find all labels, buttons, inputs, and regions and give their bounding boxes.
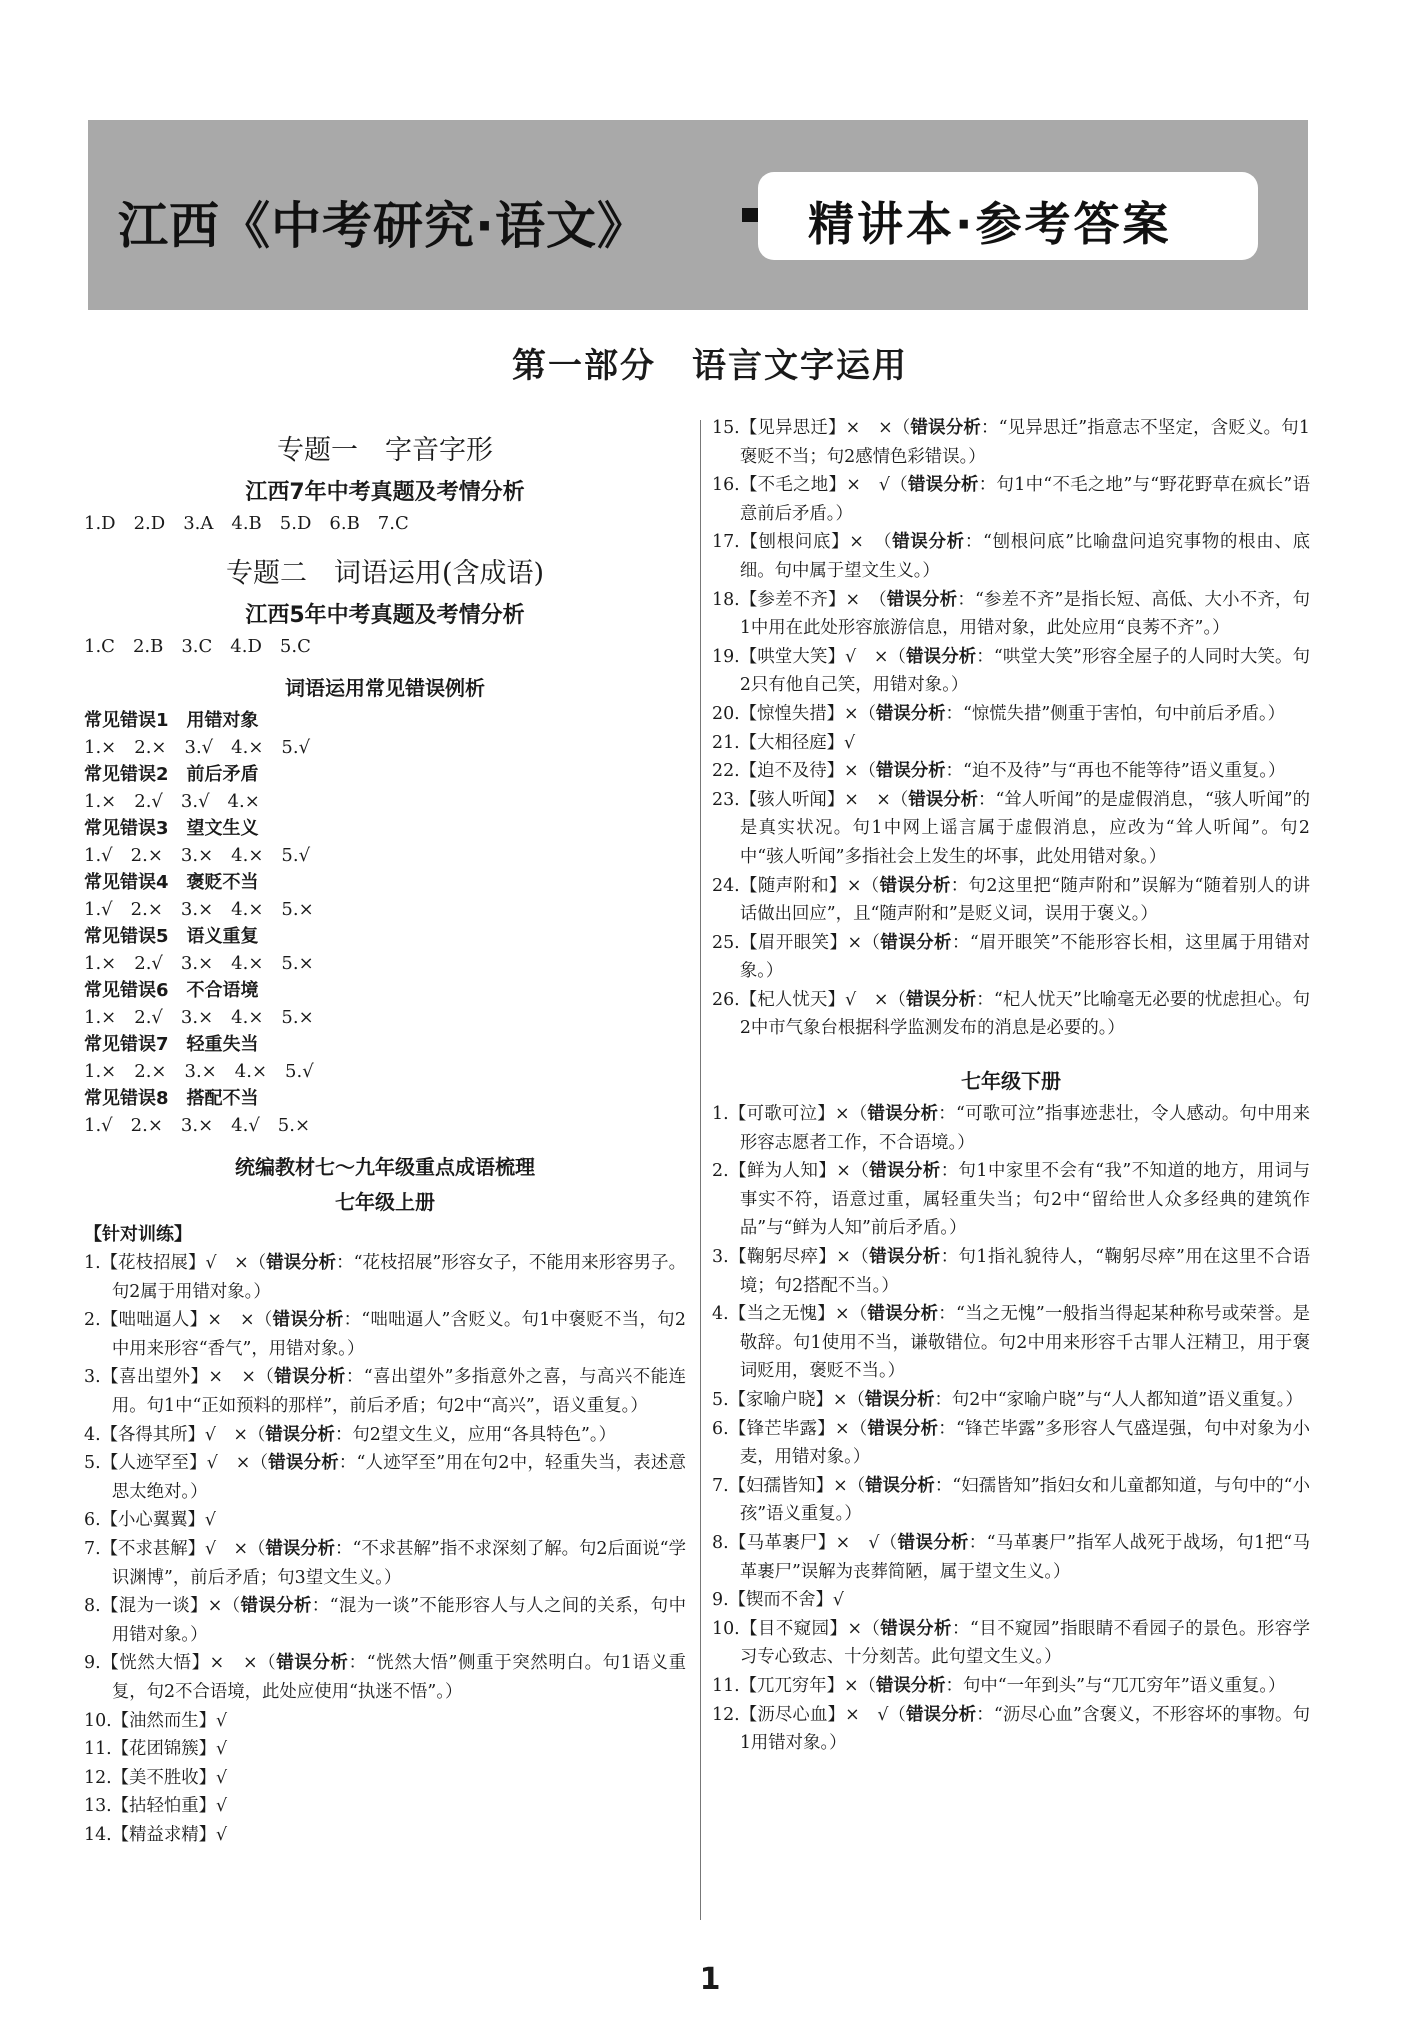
idiom-answer-item xyxy=(712,929,1310,986)
idiom-answer-item xyxy=(712,1586,1310,1615)
idiom-answer: 7.【不求甚解】√ ×（ xyxy=(84,1538,266,1559)
idiom-answer: 26.【杞人忧天】√ ×（ xyxy=(712,989,907,1010)
analysis-label: 错误分析 xyxy=(906,989,977,1010)
analysis-text: ：句1指礼貌待人，“鞠躬尽瘁”用在这里不合语境；句2搭配不当。） xyxy=(739,1247,1310,1296)
error-type-answers: 1.√ 2.× 3.× 4.× 5.× xyxy=(84,899,314,920)
errors-section-title: 词语运用常见错误例析 xyxy=(285,676,485,700)
grade7-upper-title: 七年级上册 xyxy=(335,1190,435,1214)
idiom-answer: 11.【兀兀穷年】×（ xyxy=(712,1675,876,1696)
analysis-label: 错误分析 xyxy=(886,589,958,610)
column-divider xyxy=(700,420,701,1920)
idiom-answer: 6.【小心翼翼】√ xyxy=(84,1510,217,1531)
analysis-label: 错误分析 xyxy=(867,1418,939,1439)
analysis-text: ：句中“一年到头”与“兀兀穷年”语义重复。） xyxy=(945,1675,1286,1696)
idiom-answer-item xyxy=(84,1306,686,1363)
analysis-label: 错误分析 xyxy=(272,1310,344,1331)
error-type-answers: 1.× 2.√ 3.√ 4.× xyxy=(84,791,260,812)
idiom-answer: 4.【当之无愧】×（ xyxy=(712,1304,868,1325)
analysis-text: ：“花枝招展”形容女子，不能用来形容男子。句2属于用错对象。） xyxy=(111,1253,686,1302)
analysis-text: ：句1中“不毛之地”与“野花野草在疯长”语意前后矛盾。） xyxy=(739,475,1310,524)
topic1-title: 专题一 字音字形 xyxy=(277,435,493,466)
analysis-label: 错误分析 xyxy=(906,1704,977,1725)
analysis-label: 错误分析 xyxy=(892,532,965,553)
idiom-answer: 2.【鲜为人知】×（ xyxy=(712,1161,870,1182)
analysis-text: ：句1中家里不会有“我”不知道的地方，用词与事实不符，语意过重，属轻重失当；句2中“留给世人众多经典的建筑作品”与“鲜为人知”前后矛盾。） xyxy=(739,1161,1310,1239)
analysis-label: 错误分析 xyxy=(880,932,952,953)
analysis-label: 错误分析 xyxy=(265,1424,335,1445)
error-type-answers: 1.√ 2.× 3.× 4.× 5.√ xyxy=(84,845,311,866)
analysis-text: ：“迫不及待”与“再也不能等待”语义重复。） xyxy=(945,761,1286,782)
analysis-text: ：句2望文生义，应用“各具特色”。） xyxy=(334,1424,616,1445)
idiom-answer: 18.【参差不齐】× （ xyxy=(712,589,887,610)
analysis-text: ：“喜出望外”多指意外之喜，与高兴不能连用。句1中“正如预料的那样”，前后矛盾；句2中“高兴”，语义重复。） xyxy=(111,1367,686,1416)
idiom-answer-item xyxy=(712,1615,1310,1672)
idiom-answer: 6.【锋芒毕露】×（ xyxy=(712,1418,868,1439)
idiom-answer-item xyxy=(84,1363,686,1420)
left-column xyxy=(84,414,686,1849)
error-type-label: 常见错误8 搭配不当 xyxy=(84,1088,259,1109)
errors-list xyxy=(84,707,686,1139)
idiom-answer-item xyxy=(712,1415,1310,1472)
practice-label: 【针对训练】 xyxy=(84,1224,192,1245)
idiom-answer-item xyxy=(712,786,1310,872)
idiom-answer: 25.【眉开眼笑】×（ xyxy=(712,932,881,953)
idiom-answer: 3.【喜出望外】× ×（ xyxy=(84,1367,275,1388)
idiom-answer-item xyxy=(84,1592,686,1649)
analysis-label: 错误分析 xyxy=(867,1104,939,1125)
idiom-answer-item xyxy=(84,1649,686,1706)
idiom-answer-item xyxy=(712,1529,1310,1586)
topic1-answers: 1.D 2.D 3.A 4.B 5.D 6.B 7.C xyxy=(84,513,409,534)
idiom-answer-item xyxy=(84,1449,686,1506)
analysis-label: 错误分析 xyxy=(879,875,951,896)
analysis-text: ：“沥尽心血”含褒义，不形容坏的事物。句1用错对象。） xyxy=(739,1704,1310,1754)
analysis-text: ：“刨根问底”比喻盘问追究事物的根由、底细。句中属于望文生义。） xyxy=(739,532,1310,581)
idiom-answer: 21.【大相径庭】√ xyxy=(712,732,856,753)
analysis-label: 错误分析 xyxy=(880,1618,952,1639)
analysis-label: 错误分析 xyxy=(240,1596,312,1617)
analysis-text: ：“目不窥园”指眼睛不看园子的景色。形容学习专心致志、十分刻苦。此句望文生义。） xyxy=(739,1618,1310,1668)
idioms-section-title: 统编教材七～九年级重点成语梳理 xyxy=(235,1155,535,1179)
analysis-text: ：“当之无愧”一般指当得起某种称号或荣誉。是敬辞。句1使用不当，谦敬错位。句2中用来形容千古罪人汪精卫，用于褒词贬用，褒贬不当。） xyxy=(739,1304,1310,1382)
idiom-answer-item xyxy=(84,1535,686,1592)
idiom-answer-item xyxy=(84,1249,686,1306)
topic1-subtitle: 江西7年中考真题及考情分析 xyxy=(245,480,525,505)
idiom-answer: 16.【不毛之地】× √（ xyxy=(712,475,908,496)
analysis-text: ：“耸人听闻”的是虚假消息，“骇人听闻”的是真实状况。句1中网上谣言属于虚假消息，应改为“耸人听闻”。句2中“骇人听闻”多指社会上发生的坏事，此处用错对象。） xyxy=(739,789,1310,867)
idiom-answer: 12.【美不胜收】√ xyxy=(84,1767,228,1788)
analysis-label: 错误分析 xyxy=(907,475,979,496)
analysis-label: 错误分析 xyxy=(875,1675,946,1696)
analysis-text: ：句2中“家喻户晓”与“人人都知道”语义重复。） xyxy=(934,1390,1303,1410)
analysis-text: ：“咄咄逼人”含贬义。句1中褒贬不当，句2中用来形容“香气”，用错对象。） xyxy=(111,1310,686,1359)
idiom-answer-item xyxy=(84,1764,686,1793)
idiom-answer: 10.【油然而生】√ xyxy=(84,1710,228,1731)
idiom-answer-item xyxy=(712,1386,1310,1415)
analysis-text: ：“哄堂大笑”形容全屋子的人同时大笑。句2只有他自己笑，用错对象。） xyxy=(739,646,1310,696)
right-column xyxy=(712,414,1310,1758)
idiom-answer: 8.【混为一谈】×（ xyxy=(84,1596,241,1617)
analysis-label: 错误分析 xyxy=(864,1390,935,1410)
analysis-text: ：“人迹罕至”用在句2中，轻重失当，表述意思太绝对。） xyxy=(111,1453,686,1502)
idiom-answer-item xyxy=(712,414,1310,471)
idiom-answer-item xyxy=(712,700,1310,729)
title-banner xyxy=(88,120,1308,310)
error-type-label: 常见错误3 望文生义 xyxy=(84,818,259,839)
topic2-answers: 1.C 2.B 3.C 4.D 5.C xyxy=(84,636,311,657)
idiom-answer-item xyxy=(84,1735,686,1764)
left-idiom-list xyxy=(84,1249,686,1849)
idiom-answer-item xyxy=(712,643,1310,700)
error-type-answers: 1.× 2.√ 3.× 4.× 5.× xyxy=(84,953,314,974)
idiom-answer-item xyxy=(84,1792,686,1821)
right-idiom-list-a xyxy=(712,414,1310,1043)
analysis-label: 错误分析 xyxy=(865,1475,935,1496)
analysis-text: ：“混为一谈”不能形容人与人之间的关系，句中用错对象。） xyxy=(111,1596,686,1645)
analysis-text: ：“眉开眼笑”不能形容长相，这里属于用错对象。） xyxy=(739,932,1310,982)
analysis-label: 错误分析 xyxy=(867,1304,939,1325)
book-title: 江西《中考研究·语文》 xyxy=(118,197,648,255)
banner-subtitle: 精讲本·参考答案 xyxy=(808,197,1172,251)
idiom-answer: 24.【随声附和】×（ xyxy=(712,875,880,896)
idiom-answer: 2.【咄咄逼人】× ×（ xyxy=(84,1310,273,1331)
part-title: 第一部分 语言文字运用 xyxy=(512,346,908,386)
analysis-label: 错误分析 xyxy=(906,646,977,667)
idiom-answer: 23.【骇人听闻】× ×（ xyxy=(712,789,909,810)
analysis-label: 错误分析 xyxy=(268,1453,339,1474)
analysis-label: 错误分析 xyxy=(910,418,982,438)
analysis-text: ：句2这里把“随声附和”误解为“随着别人的讲话做出回应”，且“随声附和”是贬义词，误用于褒义。） xyxy=(739,875,1310,925)
idiom-answer: 12.【沥尽心血】× √（ xyxy=(712,1704,907,1725)
analysis-label: 错误分析 xyxy=(875,761,946,782)
idiom-answer: 19.【哄堂大笑】√ ×（ xyxy=(712,646,907,667)
idiom-answer-item xyxy=(712,1472,1310,1529)
idiom-answer: 11.【花团锦簇】√ xyxy=(84,1739,228,1760)
error-type-label: 常见错误2 前后矛盾 xyxy=(84,764,259,785)
idiom-answer: 14.【精益求精】√ xyxy=(84,1824,228,1845)
idiom-answer-item xyxy=(712,729,1310,758)
idiom-answer: 8.【马革裹尸】× √（ xyxy=(712,1532,898,1553)
idiom-answer: 3.【鞠躬尽瘁】×（ xyxy=(712,1247,870,1268)
analysis-label: 错误分析 xyxy=(875,703,946,724)
idiom-answer: 9.【锲而不舍】√ xyxy=(712,1590,845,1611)
analysis-text: ：“锋芒毕露”多形容人气盛逞强，句中对象为小麦，用错对象。） xyxy=(739,1418,1310,1468)
idiom-answer-item xyxy=(712,528,1310,585)
idiom-answer-item xyxy=(84,1707,686,1736)
topic2-subtitle: 江西5年中考真题及考情分析 xyxy=(245,603,525,628)
analysis-text: ：“杞人忧天”比喻毫无必要的忧虑担心。句2中市气象台根据科学监测发布的消息是必要的。） xyxy=(739,989,1310,1039)
topic2-title: 专题二 词语运用(含成语) xyxy=(225,558,545,589)
idiom-answer-item xyxy=(712,586,1310,643)
analysis-text: ：“不求甚解”指不求深刻了解。句2后面说“学识渊博”，前后矛盾；句3望文生义。） xyxy=(111,1538,686,1588)
idiom-answer: 7.【妇孺皆知】×（ xyxy=(712,1475,866,1496)
idiom-answer-item xyxy=(712,1672,1310,1701)
error-type-answers: 1.× 2.× 3.√ 4.× 5.√ xyxy=(84,737,311,758)
idiom-answer-item xyxy=(712,986,1310,1043)
page-number: 1 xyxy=(699,1962,721,1997)
analysis-text: ：“惊慌失措”侧重于害怕，句中前后矛盾。） xyxy=(945,703,1286,724)
banner-subtitle-box xyxy=(758,172,1258,260)
error-type-answers: 1.× 2.× 3.× 4.× 5.√ xyxy=(84,1061,314,1082)
idiom-answer-item xyxy=(84,1506,686,1535)
idiom-answer-item xyxy=(84,1421,686,1450)
idiom-answer-item xyxy=(712,757,1310,786)
idiom-answer: 1.【可歌可泣】×（ xyxy=(712,1104,868,1125)
idiom-answer: 15.【见异思迁】× ×（ xyxy=(712,418,911,438)
idiom-answer-item xyxy=(712,1243,1310,1300)
error-type-label: 常见错误7 轻重失当 xyxy=(84,1034,259,1055)
analysis-text: ：“马革裹尸”指军人战死于战场，句1把“马革裹尸”误解为丧葬简陋，属于望文生义。） xyxy=(739,1532,1310,1582)
idiom-answer: 22.【迫不及待】×（ xyxy=(712,761,876,782)
error-type-label: 常见错误4 褒贬不当 xyxy=(84,872,259,893)
idiom-answer-item xyxy=(712,1157,1310,1243)
analysis-label: 错误分析 xyxy=(265,1538,336,1559)
idiom-answer: 5.【人迹罕至】√ ×（ xyxy=(84,1453,269,1474)
idiom-answer-item xyxy=(712,1100,1310,1157)
analysis-label: 错误分析 xyxy=(869,1247,941,1268)
idiom-answer: 4.【各得其所】√ ×（ xyxy=(84,1424,266,1445)
analysis-label: 错误分析 xyxy=(869,1161,941,1182)
idiom-answer-item xyxy=(712,1300,1310,1386)
analysis-label: 错误分析 xyxy=(266,1253,337,1273)
analysis-text: ：“可歌可泣”指事迹悲壮，令人感动。句中用来形容志愿者工作，不合语境。） xyxy=(739,1104,1310,1153)
analysis-label: 错误分析 xyxy=(276,1653,349,1674)
right-idiom-list-b xyxy=(712,1100,1310,1758)
analysis-text: ：“参差不齐”是指长短、高低、大小不齐，句1中用在此处形容旅游信息，用错对象，此处应用“良莠不齐”。） xyxy=(739,589,1310,639)
analysis-text: ：“妇孺皆知”指妇女和儿童都知道，与句中的“小孩”语义重复。） xyxy=(739,1475,1310,1525)
error-type-label: 常见错误1 用错对象 xyxy=(84,710,259,731)
analysis-label: 错误分析 xyxy=(897,1532,969,1553)
idiom-answer-item xyxy=(712,872,1310,929)
idiom-answer: 9.【恍然大悟】× ×（ xyxy=(84,1653,277,1674)
error-type-answers: 1.× 2.√ 3.× 4.× 5.× xyxy=(84,1007,314,1028)
analysis-text: ：“恍然大悟”侧重于突然明白。句1语义重复，句2不合语境，此处应使用“执迷不悟”。） xyxy=(111,1653,686,1702)
idiom-answer-item xyxy=(84,1821,686,1850)
analysis-text: ：“见异思迁”指意志不坚定，含贬义。句1褒贬不当；句2感情色彩错误。） xyxy=(739,418,1310,467)
grade7-lower-title: 七年级下册 xyxy=(961,1069,1061,1094)
error-type-label: 常见错误6 不合语境 xyxy=(84,980,259,1001)
idiom-answer: 17.【刨根问底】× （ xyxy=(712,532,893,553)
idiom-answer: 10.【目不窥园】×（ xyxy=(712,1618,881,1639)
idiom-answer: 20.【惊惶失措】×（ xyxy=(712,703,876,724)
error-type-label: 常见错误5 语义重复 xyxy=(84,926,259,947)
idiom-answer-item xyxy=(712,471,1310,528)
idiom-answer: 13.【拈轻怕重】√ xyxy=(84,1796,228,1817)
analysis-label: 错误分析 xyxy=(908,789,979,810)
error-type-answers: 1.√ 2.× 3.× 4.√ 5.× xyxy=(84,1115,311,1136)
idiom-answer-item xyxy=(712,1701,1310,1758)
idiom-answer: 1.【花枝招展】√ ×（ xyxy=(84,1253,267,1273)
idiom-answer: 5.【家喻户晓】×（ xyxy=(712,1390,865,1410)
analysis-label: 错误分析 xyxy=(274,1367,346,1388)
